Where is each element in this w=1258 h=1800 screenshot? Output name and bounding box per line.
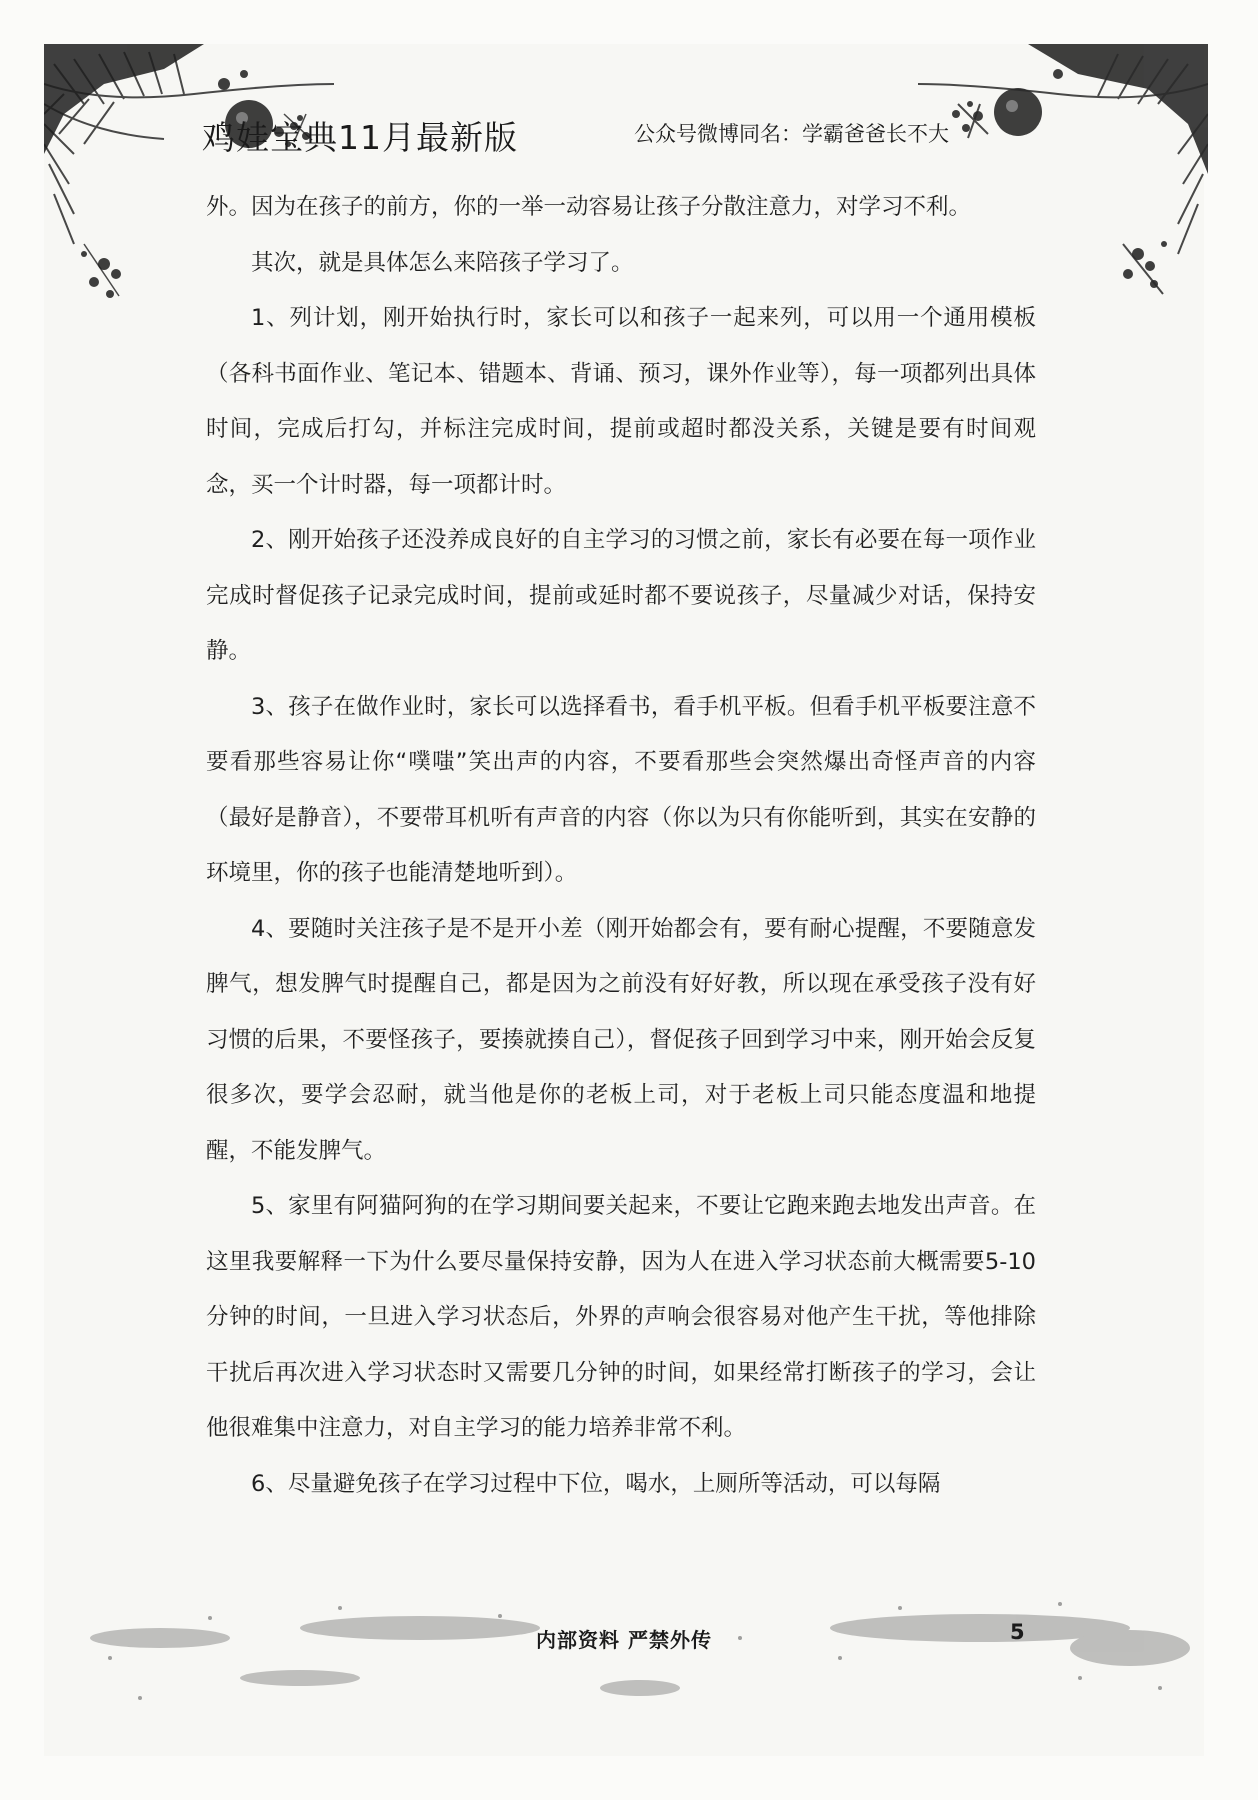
paragraph-item-6: 6、尽量避免孩子在学习过程中下位，喝水，上厕所等活动，可以每隔 bbox=[251, 1470, 941, 1497]
paragraph-item-4: 4、要随时关注孩子是不是开小差（刚开始都会有，要有耐心提醒，不要随意发脾气，想发脾气时提醒自己，都是因为之前没有好好教，所以现在承受孩子没有好习惯的后果，不要怪孩子，要揍就揍自己），督促孩子回到学习中来，刚开始会反复很多次，要学会忍耐，就当他是你的老板上司，对于老板上司只能态度温和地提醒，不能发脾气。 bbox=[206, 915, 1036, 1164]
body-text bbox=[206, 180, 1036, 1512]
paragraph-continuation: 外。因为在孩子的前方，你的一举一动容易让孩子分散注意力，对学习不利。 bbox=[206, 194, 972, 220]
paragraph-item-1: 1、列计划，刚开始执行时，家长可以和孩子一起来列，可以用一个通用模板（各科书面作业、笔记本、错题本、背诵、预习，课外作业等），每一项都列出具体时间，完成后打勾，并标注完成时间，提前或超时都没关系，关键是要有时间观念，买一个计时器，每一项都计时。 bbox=[206, 305, 1036, 498]
header-title: 鸡娃宝典11月最新版 bbox=[202, 118, 518, 157]
paragraph-item-3: 3、孩子在做作业时，家长可以选择看书，看手机平板。但看手机平板要注意不要看那些容易让你“噗嗤”笑出声的内容，不要看那些会突然爆出奇怪声音的内容（最好是静音），不要带耳机听有声音的内容（你以为只有你能听到，其实在安静的环境里，你的孩子也能清楚地听到）。 bbox=[206, 693, 1036, 886]
page-number: 5 bbox=[1010, 1620, 1025, 1644]
footer-label: 内部资料 严禁外传 bbox=[536, 1628, 712, 1652]
paragraph-intro: 其次，就是具体怎么来陪孩子学习了。 bbox=[251, 249, 634, 276]
paragraph-item-2: 2、刚开始孩子还没养成良好的自主学习的习惯之前，家长有必要在每一项作业完成时督促孩子记录完成时间，提前或延时都不要说孩子，尽量减少对话，保持安静。 bbox=[206, 527, 1036, 664]
header-subtitle: 公众号微博同名：学霸爸爸长不大 bbox=[634, 122, 949, 146]
paragraph-item-5: 5、家里有阿猫阿狗的在学习期间要关起来，不要让它跑来跑去地发出声音。在这里我要解释一下为什么要尽量保持安静，因为人在进入学习状态前大概需要5-10分钟的时间，一旦进入学习状态后，外界的声响会很容易对他产生干扰，等他排除干扰后再次进入学习状态时又需要几分钟的时间，如果经常打断孩子的学习，会让他很难集中注意力，对自主学习的能力培养非常不利。 bbox=[206, 1193, 1036, 1441]
